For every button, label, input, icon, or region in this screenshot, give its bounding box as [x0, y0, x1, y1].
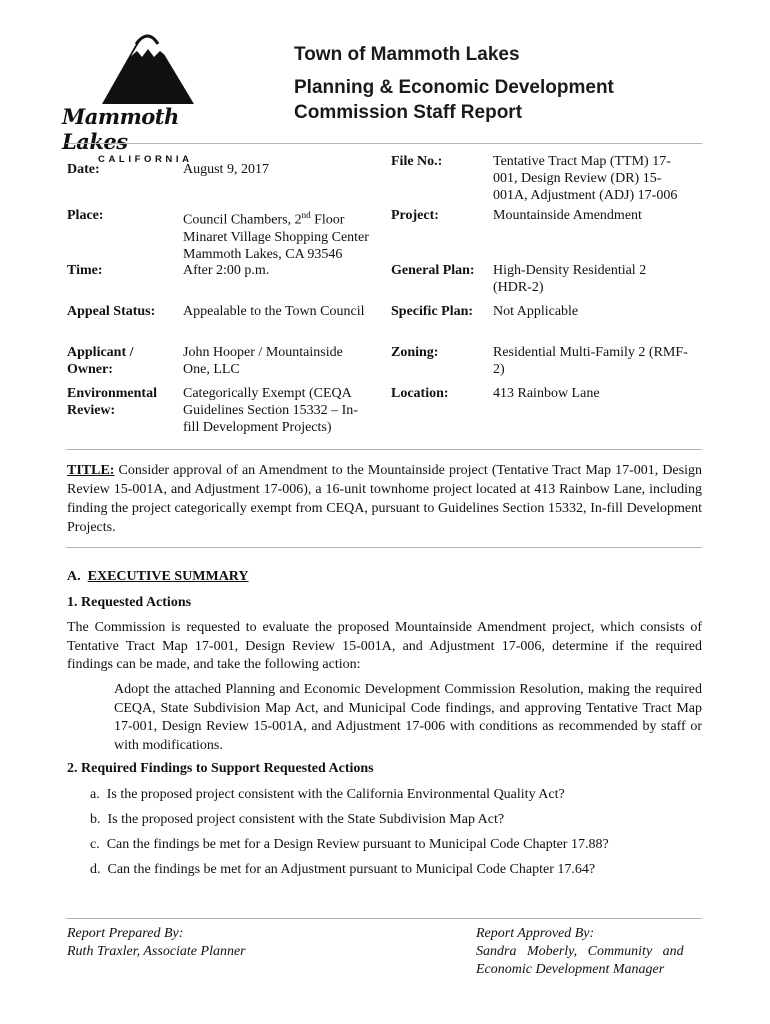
footer-divider	[66, 918, 702, 919]
section-heading: A. EXECUTIVE SUMMARY	[67, 569, 249, 584]
applicant-label: Applicant / Owner:	[67, 345, 134, 377]
finding-item: a. Is the proposed project consistent with the California Environmental Quality Act?	[90, 787, 565, 802]
requested-action-item: Adopt the attached Planning and Economic Development Commission Resolution, making the required CEQA, State Subdivision Map Act, and Municipal Code findings, and approving Tentative Tract Map 17-001, Design Review 15-001A, and Adjustment 17-006 with conditions as recommended by staff or with modifications.	[114, 682, 702, 753]
general-plan-label: General Plan:	[391, 263, 475, 278]
report-prepared-by	[67, 925, 246, 961]
required-findings-heading: 2. Required Findings to Support Requested Actions	[67, 761, 374, 776]
finding-item: d. Can the findings be met for an Adjustment pursuant to Municipal Code Chapter 17.64?	[90, 862, 596, 877]
place-label: Place:	[67, 208, 104, 223]
prepared-label: Report Prepared By:	[67, 926, 184, 941]
project-label: Project:	[391, 208, 439, 223]
report-approved-by	[476, 925, 702, 979]
time-value: After 2:00 p.m.	[183, 263, 270, 278]
zoning-value: Residential Multi-Family 2 (RMF- 2)	[493, 345, 688, 377]
environmental-review-value: Categorically Exempt (CEQA Guidelines Section 15332 – In- fill Development Projects)	[183, 386, 358, 435]
location-label: Location:	[391, 386, 449, 401]
title-label: TITLE:	[67, 463, 115, 478]
requested-actions-heading: 1. Requested Actions	[67, 595, 192, 610]
location-value: 413 Rainbow Lane	[493, 386, 600, 401]
report-type: Commission Staff Report	[294, 102, 523, 123]
requested-actions-paragraph: The Commission is requested to evaluate the proposed Mountainside Amendment project, which consists of Tentative Tract Map 17-001, Design Review 15-001A, and Adjustment 17-006, determine if the required findings can be made, and take the following action:	[67, 620, 702, 672]
prepared-name: Ruth Traxler, Associate Planner	[67, 944, 246, 959]
specific-plan-label: Specific Plan:	[391, 304, 474, 319]
logo-subtitle: CALIFORNIA	[98, 154, 193, 165]
header-divider	[66, 143, 702, 144]
file-no-label: File No.:	[391, 154, 443, 169]
finding-item: b. Is the proposed project consistent with the State Subdivision Map Act?	[90, 812, 505, 827]
title-text: Consider approval of an Amendment to the Mountainside project (Tentative Tract Map 17-001, Design Review 15-001A, and Adjustment 17-006), a 16-unit townhome project located at 413 Rainbow Lane, including finding the project categorically exempt from CEQA, pursuant to Guidelines Section 15332, In-fill Development Projects.	[67, 463, 702, 535]
mountain-logo-icon	[98, 30, 198, 106]
time-label: Time:	[67, 263, 103, 278]
report-heading	[294, 44, 614, 125]
title-paragraph	[67, 461, 702, 537]
environmental-review-label: Environmental Review:	[67, 386, 157, 418]
date-label: Date:	[67, 162, 100, 177]
project-value: Mountainside Amendment	[493, 208, 642, 223]
specific-plan-value: Not Applicable	[493, 304, 579, 319]
zoning-label: Zoning:	[391, 345, 439, 360]
approved-name: Sandra Moberly, Community and	[476, 944, 684, 959]
title-divider	[66, 547, 702, 548]
applicant-value: John Hooper / Mountainside One, LLC	[183, 345, 343, 377]
general-plan-value: High-Density Residential 2 (HDR-2)	[493, 263, 647, 295]
commission-name: Planning & Economic Development	[294, 77, 614, 98]
finding-item: c. Can the findings be met for a Design Review pursuant to Municipal Code Chapter 17.88?	[90, 837, 609, 852]
date-value: August 9, 2017	[183, 162, 269, 177]
town-name: Town of Mammoth Lakes	[294, 44, 520, 65]
appeal-status-value: Appealable to the Town Council	[183, 304, 365, 319]
info-divider	[66, 449, 702, 450]
appeal-status-label: Appeal Status:	[67, 304, 156, 319]
place-value: Council Chambers, 2nd Floor Minaret Village Shopping Center Mammoth Lakes, CA 93546	[183, 210, 369, 262]
logo-wordmark: Mammoth Lakes	[62, 104, 179, 154]
file-no-value: Tentative Tract Map (TTM) 17- 001, Design Review (DR) 15- 001A, Adjustment (ADJ) 17-006	[493, 154, 678, 203]
town-logo	[62, 30, 240, 165]
approved-label: Report Approved By:	[476, 926, 595, 941]
approved-title: Economic Development Manager	[476, 962, 665, 977]
